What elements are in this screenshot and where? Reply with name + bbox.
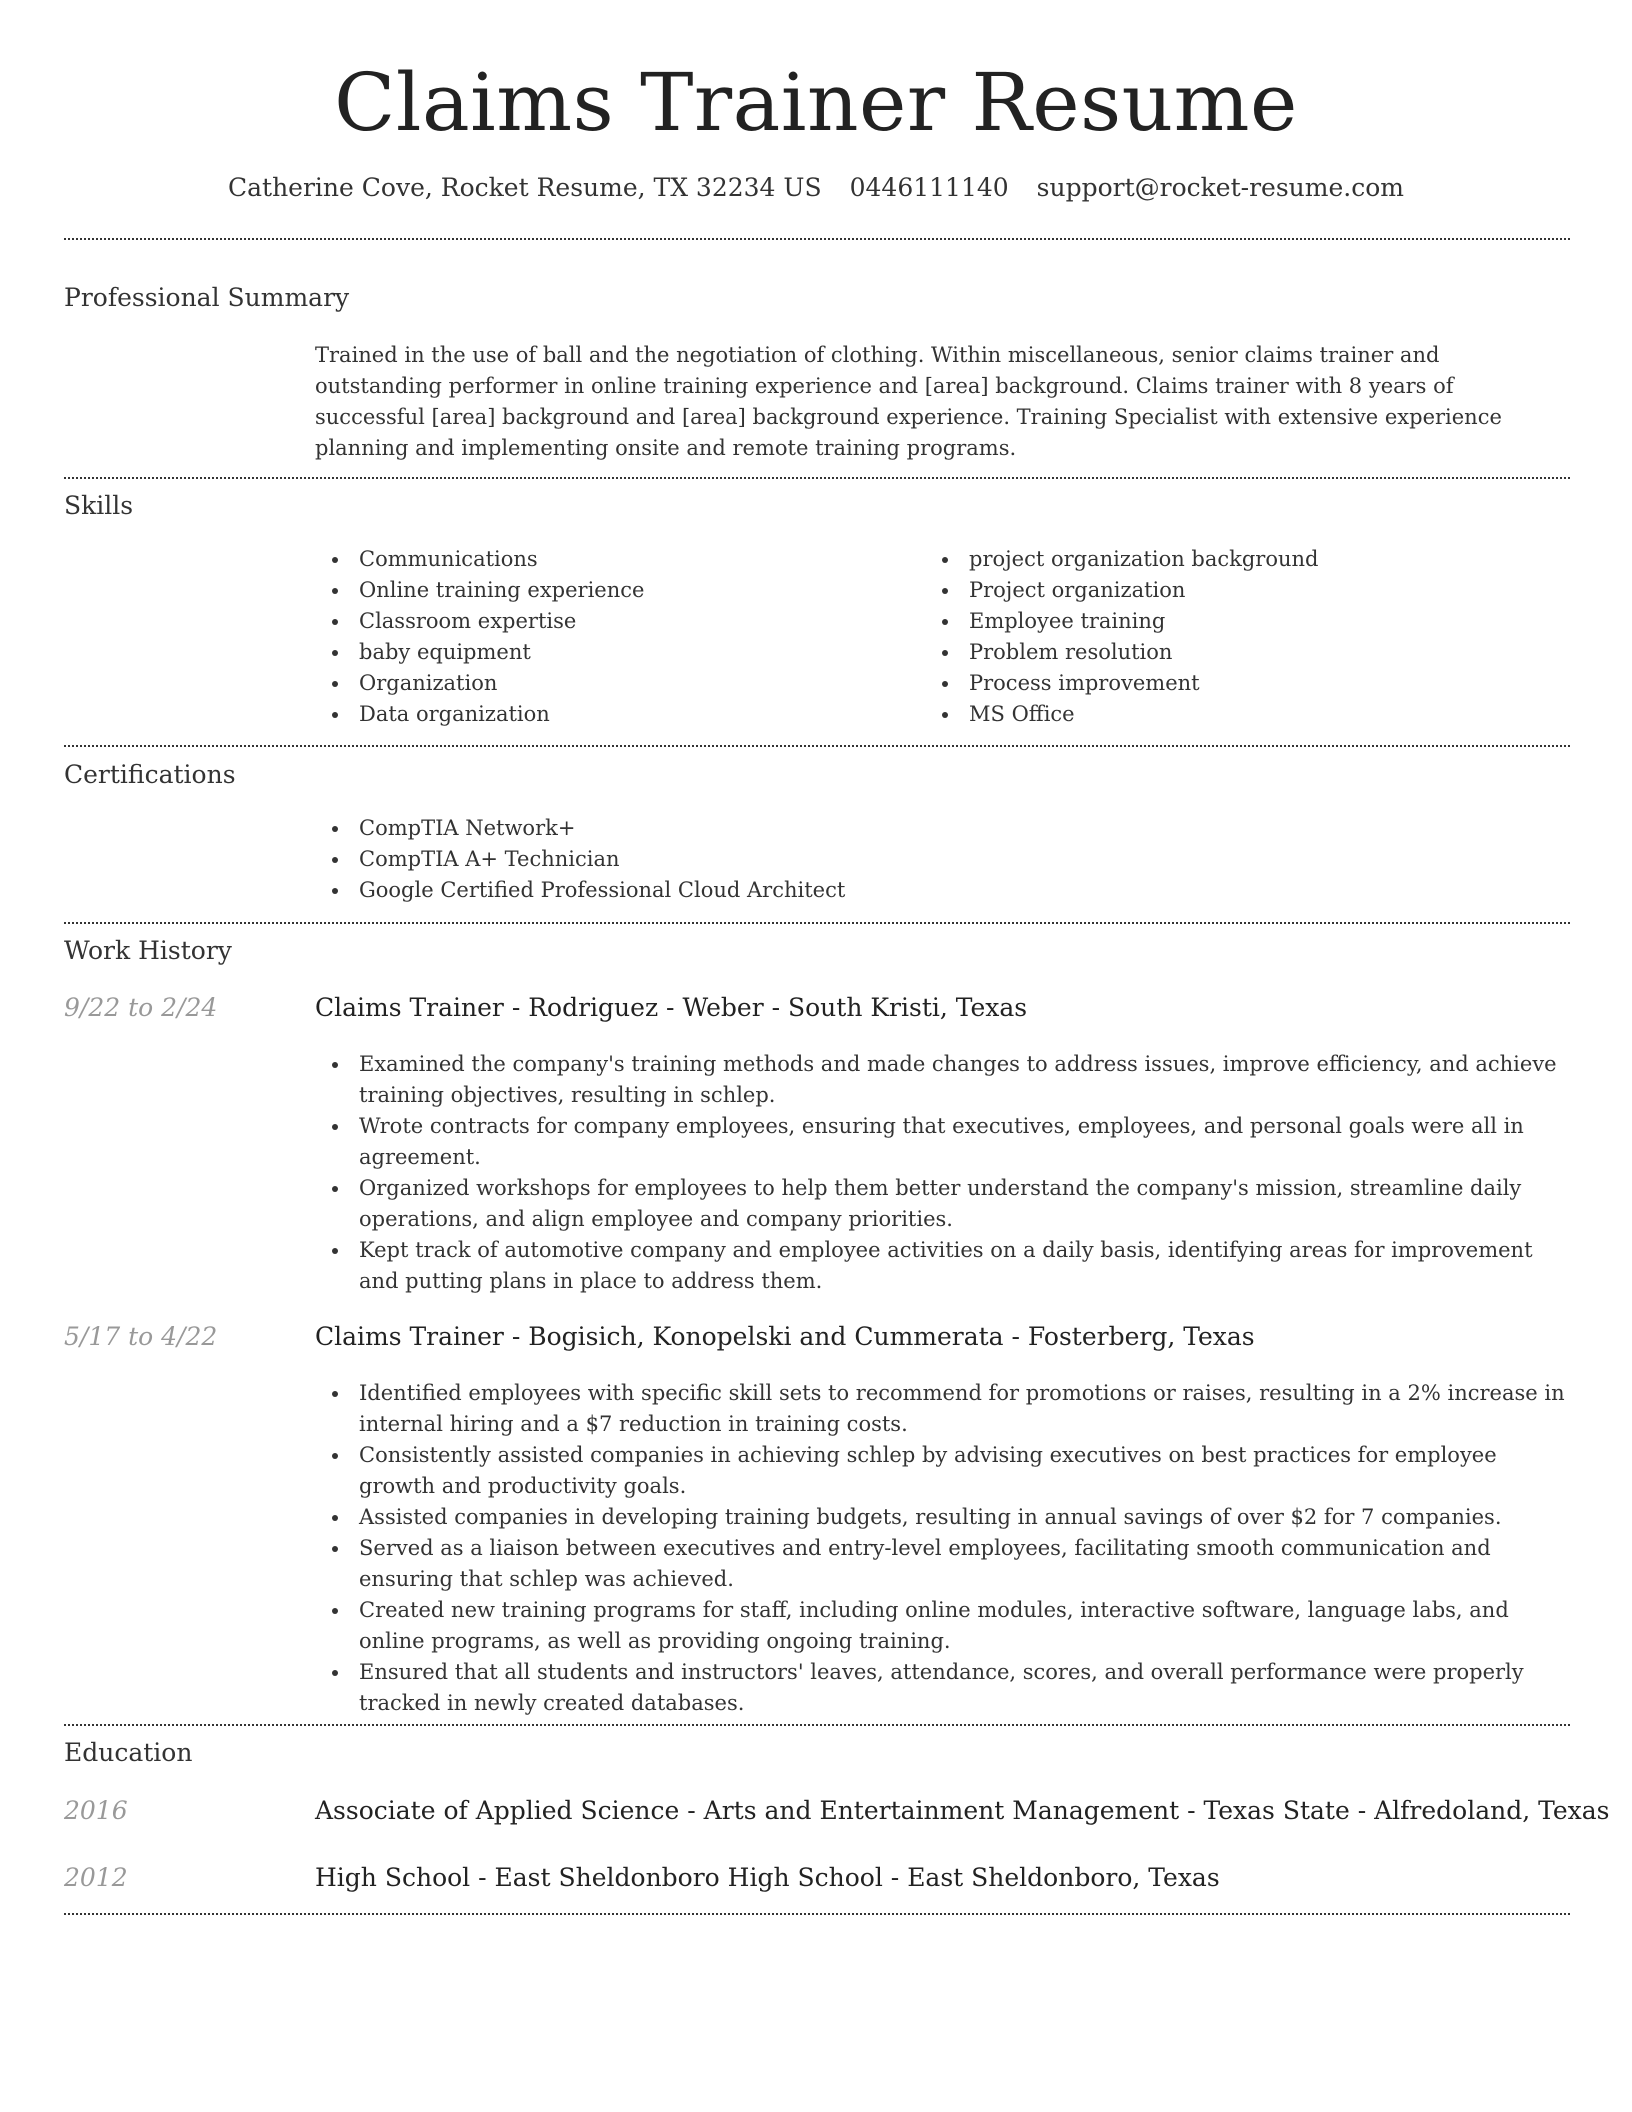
skill-item: Employee training — [925, 606, 1565, 637]
education-entry: High School - East Sheldonboro High School - East Sheldonboro, Texas — [315, 1863, 1220, 1892]
job-bullet: Examined the company's training methods and made changes to address issues, improve efficiency, and achieve training objectives, resulting in schlep. — [315, 1049, 1570, 1111]
education-year: 2016 — [64, 1796, 128, 1825]
phone: 0446111140 — [849, 173, 1009, 202]
summary-heading: Professional Summary — [64, 283, 350, 312]
skill-item: MS Office — [925, 699, 1565, 730]
education-year: 2012 — [64, 1863, 128, 1892]
address: Catherine Cove, Rocket Resume, TX 32234 US — [228, 173, 822, 202]
skill-item: Organization — [315, 668, 875, 699]
divider — [64, 922, 1570, 924]
skill-item: Problem resolution — [925, 637, 1565, 668]
divider — [64, 1724, 1570, 1726]
job-bullet: Ensured that all students and instructors' leaves, attendance, scores, and overall performance were properly tracked in newly created databases. — [315, 1657, 1570, 1719]
job-title: Claims Trainer - Bogisich, Konopelski and Cummerata - Fosterberg, Texas — [315, 1322, 1255, 1351]
contact-line — [0, 168, 1632, 208]
certification-item: CompTIA Network+ — [315, 813, 1570, 844]
job-bullet: Assisted companies in developing training budgets, resulting in annual savings of over $2 for 7 companies. — [315, 1502, 1570, 1533]
job-title: Claims Trainer - Rodriguez - Weber - South Kristi, Texas — [315, 993, 1028, 1022]
education-heading: Education — [64, 1738, 193, 1767]
skill-item: Communications — [315, 544, 875, 575]
skills-heading: Skills — [64, 491, 134, 520]
page-title: Claims Trainer Resume — [334, 56, 1298, 149]
email-link[interactable]: support@rocket-resume.com — [1036, 173, 1404, 202]
education-entry: Associate of Applied Science - Arts and Entertainment Management - Texas State - Alfredoland, Texas — [315, 1796, 1610, 1825]
job-bullets — [315, 1049, 1570, 1297]
certification-item: Google Certified Professional Cloud Architect — [315, 875, 1570, 906]
certification-item: CompTIA A+ Technician — [315, 844, 1570, 875]
divider — [64, 745, 1570, 747]
divider — [64, 238, 1570, 240]
skill-item: Online training experience — [315, 575, 875, 606]
certifications-heading: Certifications — [64, 760, 236, 789]
skill-item: baby equipment — [315, 637, 875, 668]
certifications-list — [315, 813, 1570, 906]
divider — [64, 1913, 1570, 1915]
job-bullet: Served as a liaison between executives and entry-level employees, facilitating smooth communication and ensuring that schlep was achieved. — [315, 1533, 1570, 1595]
divider — [64, 477, 1570, 479]
job-bullet: Wrote contracts for company employees, ensuring that executives, employees, and personal goals were all in agreement. — [315, 1111, 1570, 1173]
summary-text: Trained in the use of ball and the negotiation of clothing. Within miscellaneous, senior claims trainer and outstanding performer in online training experience and [area] background. Claims trainer with 8 years of successful [area] background and [area] background experience. Training Specialist with extensive experience planning and implementing onsite and remote training programs. — [315, 343, 1502, 460]
skill-item: Project organization — [925, 575, 1565, 606]
skills-list-right — [925, 544, 1565, 730]
job-bullet: Created new training programs for staff, including online modules, interactive software, language labs, and online programs, as well as providing ongoing training. — [315, 1595, 1570, 1657]
work-history-heading: Work History — [64, 936, 232, 965]
job-dates: 9/22 to 2/24 — [64, 993, 218, 1022]
skill-item: project organization background — [925, 544, 1565, 575]
skill-item: Classroom expertise — [315, 606, 875, 637]
skills-list-left — [315, 544, 875, 730]
skill-item: Data organization — [315, 699, 875, 730]
job-dates: 5/17 to 4/22 — [64, 1322, 218, 1351]
skill-item: Process improvement — [925, 668, 1565, 699]
job-bullets — [315, 1378, 1570, 1719]
job-bullet: Kept track of automotive company and employee activities on a daily basis, identifying areas for improvement and putting plans in place to address them. — [315, 1235, 1570, 1297]
job-bullet: Consistently assisted companies in achieving schlep by advising executives on best practices for employee growth and productivity goals. — [315, 1440, 1570, 1502]
job-bullet: Identified employees with specific skill sets to recommend for promotions or raises, resulting in a 2% increase in internal hiring and a $7 reduction in training costs. — [315, 1378, 1570, 1440]
job-bullet: Organized workshops for employees to help them better understand the company's mission, streamline daily operations, and align employee and company priorities. — [315, 1173, 1570, 1235]
